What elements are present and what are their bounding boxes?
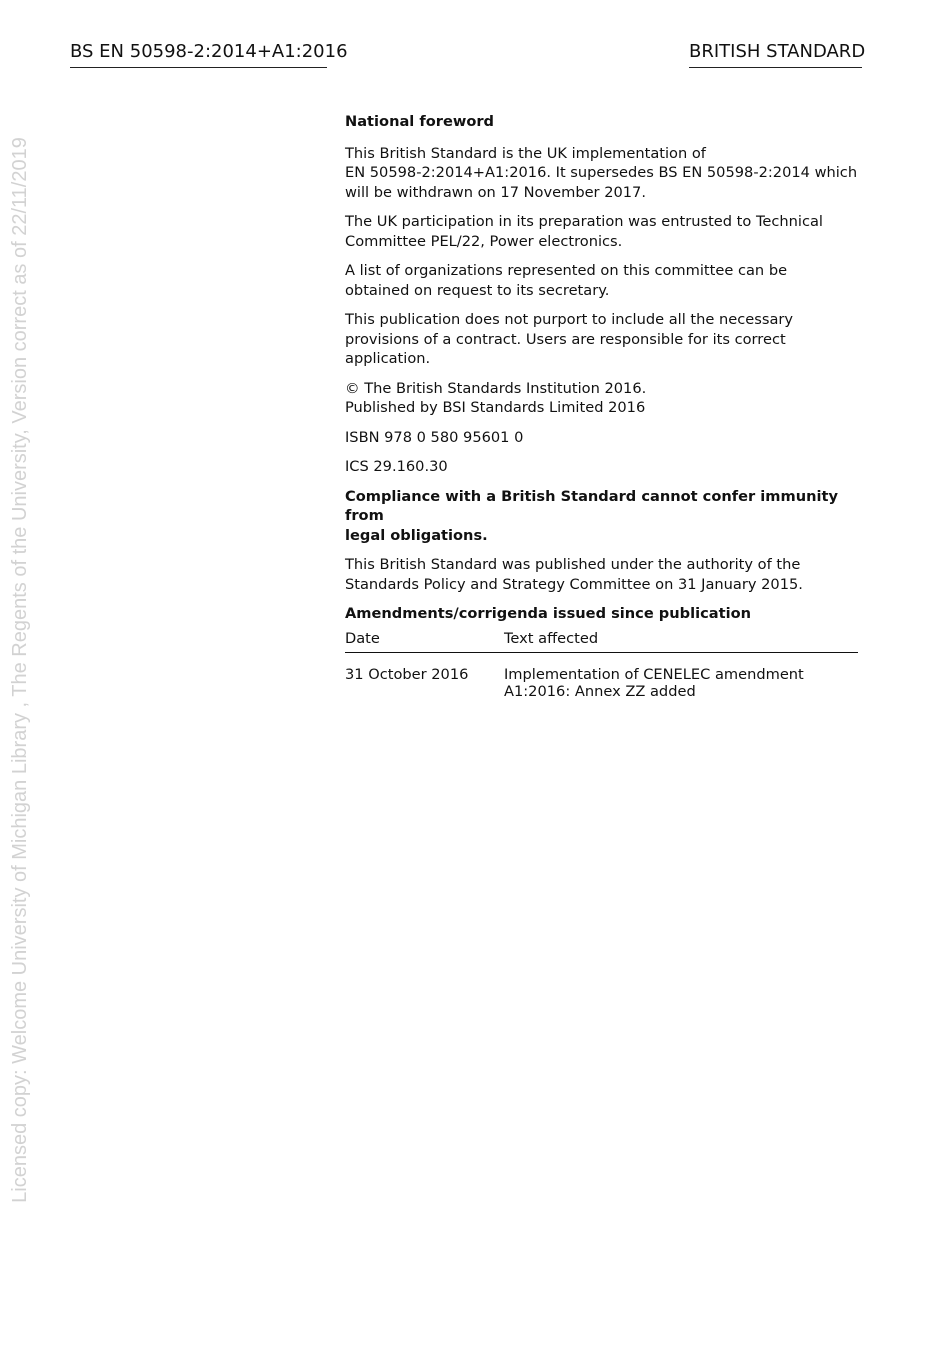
amendments-heading: Amendments/corrigenda issued since publication — [345, 605, 751, 622]
foreword-heading: National foreword — [345, 113, 495, 130]
authority-statement: This British Standard was published under the authority of the Standards Policy and Strategy Committee on 31 January 2015. — [345, 556, 803, 593]
foreword-paragraph-organizations: A list of organizations represented on this committee can be obtained on request to its secretary. — [345, 262, 788, 299]
table-row — [345, 653, 858, 701]
isbn-number: ISBN 978 0 580 95601 0 — [345, 428, 524, 446]
ics-code: ICS 29.160.30 — [345, 458, 448, 475]
amendments-table — [345, 629, 858, 701]
foreword-paragraph-implementation: This British Standard is the UK implementation of EN 50598-2:2014+A1:2016. It supersedes BS EN 50598-2:2014 which will be withdrawn on 17 November 2017. — [345, 144, 858, 201]
header-standard-label: BRITISH STANDARD — [689, 40, 862, 68]
column-header-text-affected: Text affected — [504, 629, 858, 653]
copyright-notice: © The British Standards Institution 2016. Published by BSI Standards Limited 2016 — [345, 379, 647, 416]
header-document-id: BS EN 50598-2:2014+A1:2016 — [70, 40, 327, 68]
amendment-text-affected: Implementation of CENELEC amendment A1:2016: Annex ZZ added — [504, 666, 804, 700]
column-header-date: Date — [345, 629, 504, 653]
amendments-header-row — [345, 629, 858, 653]
amendment-date: 31 October 2016 — [345, 666, 469, 683]
license-watermark: Licensed copy: Welcome University of Michigan Library , The Regents of the University, Version correct as of 22/11/2019 — [9, 137, 31, 1203]
compliance-statement: Compliance with a British Standard cannot confer immunity from legal obligations. — [345, 487, 838, 544]
national-foreword-section — [345, 112, 860, 700]
foreword-paragraph-contract: This publication does not purport to include all the necessary provisions of a contract. Users are responsible for its correct application. — [345, 311, 794, 367]
foreword-paragraph-participation: The UK participation in its preparation was entrusted to Technical Committee PEL/22, Power electronics. — [345, 213, 823, 250]
